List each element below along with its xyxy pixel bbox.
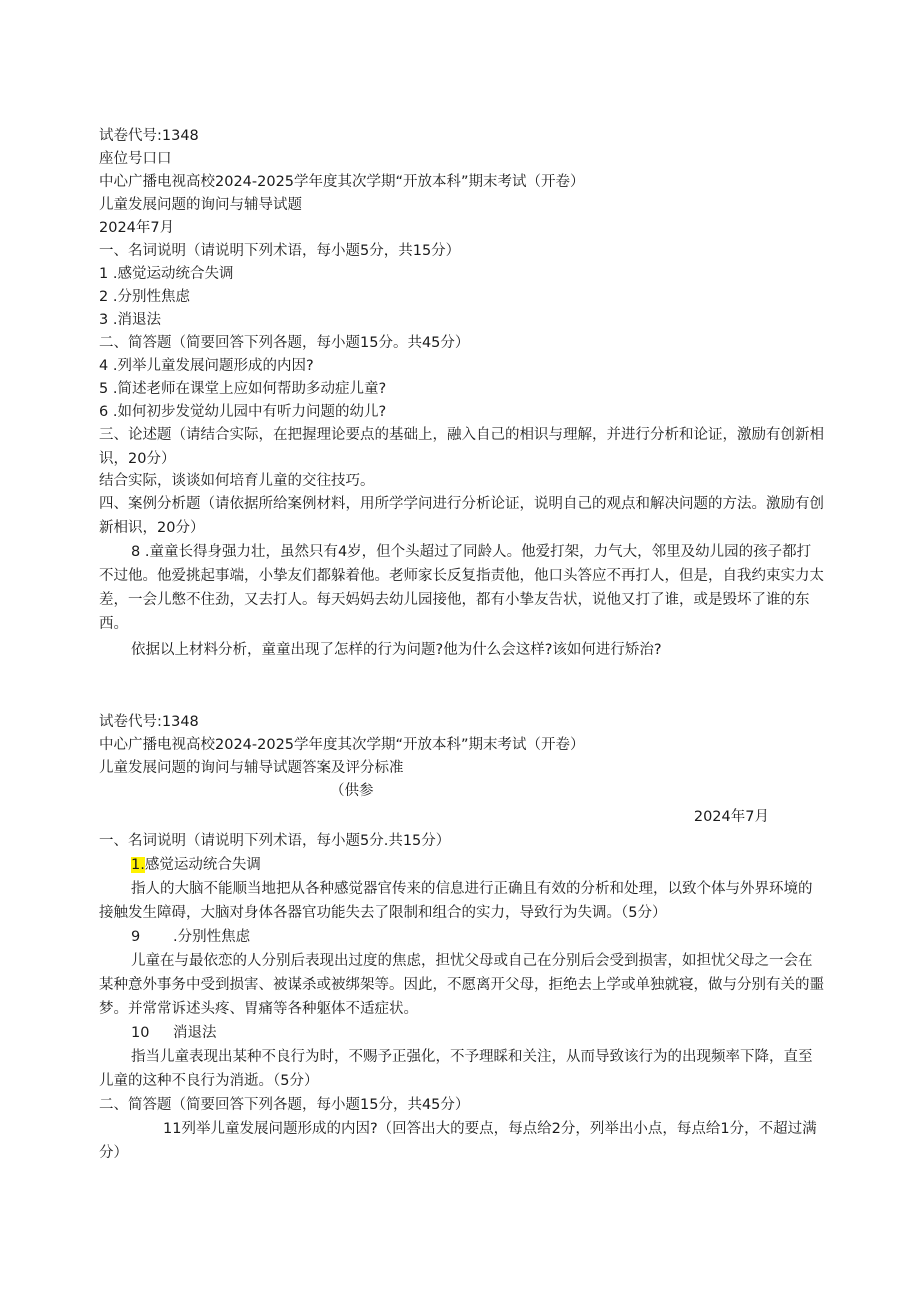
question-7: 结合实际，谈谈如何培育儿童的交往技巧。 xyxy=(99,473,375,489)
answer-3-text: 指当儿童表现出某种不良行为时，不赐予正强化，不予理睬和关注，从而导致该行为的出现频率下降，直至儿童的这种不良行为消逝。（5分） xyxy=(99,1049,813,1089)
answer-1-term: 感觉运动统合失调 xyxy=(144,857,261,873)
section-heading-1: 一、名词说明（请说明下列术语，每小题5分，共15分） xyxy=(99,243,461,259)
answer-1-heading xyxy=(131,853,824,877)
exam-title: 儿童发展问题的询问与辅导试题 xyxy=(99,197,302,213)
answer-exam-code: 试卷代号:1348 xyxy=(99,714,199,730)
section-heading-4: 四、案例分析题（请依据所给案例材料，用所学学问进行分析论证，说明自己的观点和解决问题的方法。激励有创新相识，20分） xyxy=(99,496,824,536)
exam-date: 2024年7月 xyxy=(99,220,175,236)
reference-note: （供参 xyxy=(330,783,374,799)
seat-number: 座位号口口 xyxy=(99,151,172,167)
answer-2-heading xyxy=(131,925,824,949)
answer-title: 儿童发展问题的询问与辅导试题答案及评分标准 xyxy=(99,760,404,776)
school-header: 中心广播电视高校2024-2025学年度其次学期“开放本科”期末考试（开卷） xyxy=(99,174,585,190)
answer-4-text: 列举儿童发展问题形成的内因?（回答出大的要点，每点给2分，列举出小点，每点给1分，不超过满分） xyxy=(99,1121,817,1161)
question-5: 5 .简述老师在课堂上应如何帮助多动症儿童? xyxy=(99,381,387,397)
question-1: 1 .感觉运动统合失调 xyxy=(99,266,234,282)
answer-school-header: 中心广播电视高校2024-2025学年度其次学期“开放本科”期末考试（开卷） xyxy=(99,737,585,753)
question-2: 2 .分别性焦虑 xyxy=(99,289,190,305)
question-6: 6 .如何初步发觉幼儿园中有听力问题的幼儿? xyxy=(99,404,387,420)
highlighted-number: 1. xyxy=(131,857,145,873)
section-heading-2: 二、简答题（简要回答下列各题，每小题15分。共45分） xyxy=(99,335,470,351)
question-4: 4 .列举儿童发展问题形成的内因? xyxy=(99,358,314,374)
answer-1-text: 指人的大脑不能顺当地把从各种感觉器官传来的信息进行正确且有效的分析和处理，以致个体与外界环境的接触发生障碍，大脑对身体各器官功能失去了限制和组合的实力，导致行为失调。（5分） xyxy=(99,881,813,921)
answer-3-term: 消退法 xyxy=(173,1025,217,1041)
answer-2-text: 儿童在与最依恋的人分别后表现出过度的焦虑，担忧父母或自己在分别后会受到损害，如担忧父母之一会在某种意外事务中受到损害、被谋杀或被绑架等。因此，不愿离开父母，拒绝去上学或单独就寝，做与分别有关的噩梦。并常常诉述头疼、胃痛等各种躯体不适症状。 xyxy=(99,953,824,1017)
answer-3-number: 10 xyxy=(131,1025,150,1041)
section-heading-3: 三、论述题（请结合实际，在把握理论要点的基础上，融入自己的相识与理解，并进行分析和论证，激励有创新相识，20分） xyxy=(99,427,824,467)
answer-date: 2024年7月 xyxy=(693,809,769,825)
exam-code: 试卷代号:1348 xyxy=(99,128,199,144)
question-3: 3 .消退法 xyxy=(99,312,161,328)
answer-2-number: 9 xyxy=(131,929,141,945)
answer-4 xyxy=(99,1117,824,1165)
answer-section-heading-2: 二、简答题（简要回答下列各题，每小题15分，共45分） xyxy=(99,1097,470,1113)
case-study-question: 依据以上材料分析，童童出现了怎样的行为问题?他为什么会这样?该如何进行矫治? xyxy=(131,642,662,658)
case-study-text: 8 .童童长得身强力壮，虽然只有4岁，但个头超过了同龄人。他爱打架，力气大，邻里及幼儿园的孩子都打不过他。他爱挑起事端，小挚友们都躲着他。老师家长反复指责他，他口头答应不再打人，但是，自我约束实力太差，一会儿憋不住劲，又去打人。每天妈妈去幼儿园接他，都有小挚友告状，说他又打了谁，或是毁坏了谁的东西。 xyxy=(99,544,824,632)
answer-3-heading xyxy=(131,1021,824,1045)
answer-4-number: 11 xyxy=(163,1121,182,1137)
answer-section-heading-1: 一、名词说明（请说明下列术语，每小题5分.共15分） xyxy=(99,833,451,849)
answer-2-term: .分别性焦虑 xyxy=(173,929,251,945)
